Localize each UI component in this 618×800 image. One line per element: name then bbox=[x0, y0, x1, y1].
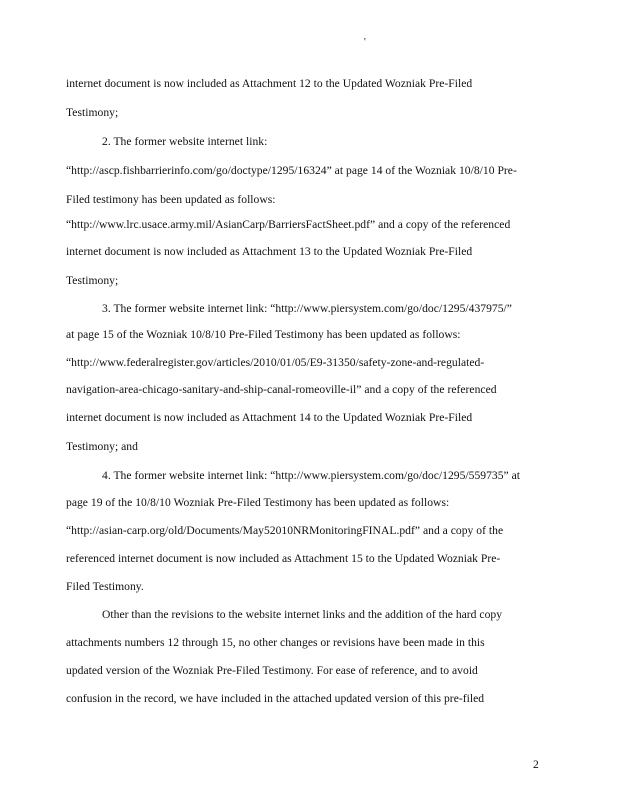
body-line-19: Filed Testimony. bbox=[66, 580, 144, 593]
body-line-13: internet document is now included as Attachment 14 to the Updated Wozniak Pre-Filed bbox=[66, 411, 473, 424]
body-line-11: “http://www.federalregister.gov/articles/2010/01/05/E9-31350/safety-zone-and-regulated- bbox=[66, 356, 485, 369]
body-line-15: 4. The former website internet link: “http://www.piersystem.com/go/doc/1295/559735” at bbox=[102, 469, 521, 482]
body-line-10: at page 15 of the Wozniak 10/8/10 Pre-Filed Testimony has been updated as follows: bbox=[66, 328, 461, 341]
body-line-1: internet document is now included as Attachment 12 to the Updated Wozniak Pre-Filed bbox=[66, 77, 473, 90]
body-line-17: “http://asian-carp.org/old/Documents/May52010NRMonitoringFINAL.pdf” and a copy of the bbox=[66, 524, 504, 537]
body-line-21: attachments numbers 12 through 15, no other changes or revisions have been made in this bbox=[66, 636, 485, 649]
body-line-4: “http://ascp.fishbarrierinfo.com/go/doctype/1295/16324” at page 14 of the Wozniak 10/8/10 Pre- bbox=[66, 164, 517, 177]
body-line-9: 3. The former website internet link: “http://www.piersystem.com/go/doc/1295/437975/” bbox=[102, 302, 512, 315]
body-line-8: Testimony; bbox=[66, 274, 119, 287]
body-line-6: “http://www.lrc.usace.army.mil/AsianCarp/BarriersFactSheet.pdf” and a copy of the referenced bbox=[66, 218, 511, 231]
body-line-22: updated version of the Wozniak Pre-Filed Testimony. For ease of reference, and to avoid bbox=[66, 664, 478, 677]
body-line-14: Testimony; and bbox=[66, 440, 138, 453]
body-line-16: page 19 of the 10/8/10 Wozniak Pre-Filed Testimony has been updated as follows: bbox=[66, 496, 450, 509]
body-line-23: confusion in the record, we have included in the attached updated version of this pre-filed bbox=[66, 692, 485, 705]
body-line-12: navigation-area-chicago-sanitary-and-ship-canal-romeoville-il” and a copy of the referenced bbox=[66, 383, 497, 396]
body-line-3: 2. The former website internet link: bbox=[102, 135, 268, 148]
body-line-18: referenced internet document is now included as Attachment 15 to the Updated Wozniak Pre- bbox=[66, 552, 501, 565]
body-line-2: Testimony; bbox=[66, 106, 119, 119]
body-line-5: Filed testimony has been updated as follows: bbox=[66, 193, 276, 206]
page-number: 2 bbox=[533, 758, 539, 771]
top-mark: ' bbox=[364, 37, 366, 48]
body-line-20: Other than the revisions to the website internet links and the addition of the hard copy bbox=[102, 608, 503, 621]
body-line-7: internet document is now included as Attachment 13 to the Updated Wozniak Pre-Filed bbox=[66, 245, 473, 258]
